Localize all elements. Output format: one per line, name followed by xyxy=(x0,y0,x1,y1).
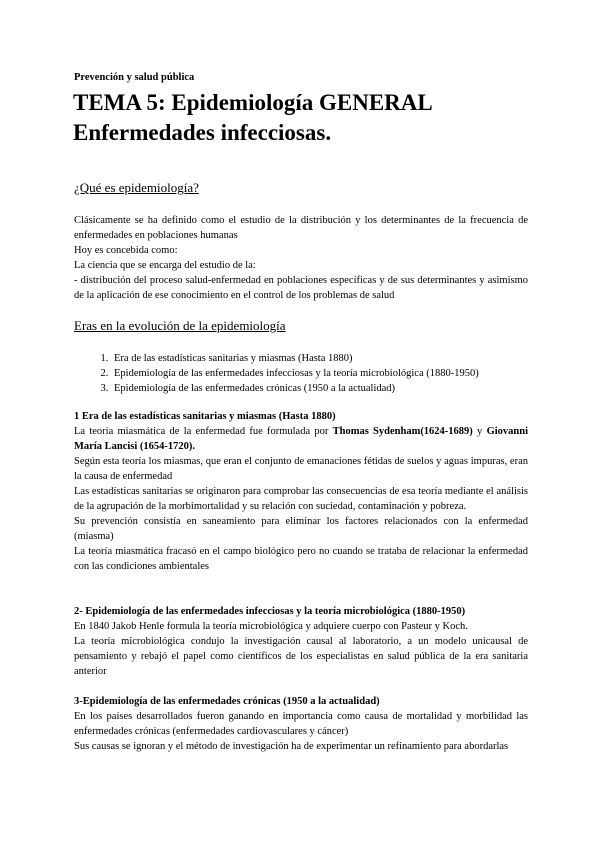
era1-paragraph-2: Según esta teoría los miasmas, que eran el conjunto de emanaciones fétidas de suelos y aguas impuras, eran la causa de enfermedad xyxy=(74,456,528,482)
heading-que-es: ¿Qué es epidemiología? xyxy=(74,180,199,195)
era2-block xyxy=(74,604,528,679)
ciencia-text: La ciencia que se encarga del estudio de la: xyxy=(74,260,256,271)
era2-paragraph-1: En 1840 Jakob Henle formula la teoría microbiológica y adquiere cuerpo con Pasteur y Koch. xyxy=(74,621,468,632)
author-sydenham: Thomas Sydenham(1624-1689) xyxy=(332,426,473,437)
list-item: 2. Epidemiología de las enfermedades infecciosas y la teoría microbiológica (1880-1950) xyxy=(111,366,479,381)
que-es-block xyxy=(74,213,528,303)
era1-paragraph-3: Las estadísticas sanitarias se originaron para comprobar las consecuencias de esa teoría mediante el análisis de la agrupación de la morbimortalidad y su relación con suciedad, contaminación y pobreza. xyxy=(74,486,528,512)
title-line-1: TEMA 5: Epidemiología GENERAL xyxy=(73,90,433,115)
heading-eras: Eras en la evolución de la epidemiología xyxy=(74,318,286,333)
list-item: 1. Era de las estadísticas sanitarias y miasmas (Hasta 1880) xyxy=(111,351,479,366)
era1-text: y xyxy=(472,426,487,437)
subject-header: Prevención y salud pública xyxy=(74,72,195,83)
era3-paragraph-2: Sus causas se ignoran y el método de investigación ha de experimentar un refinamiento para abordarlas xyxy=(74,741,509,752)
era1-block xyxy=(74,409,528,574)
era2-paragraph-2: La teoría microbiológica condujo la investigación causal al laboratorio, a un modelo unicausal de pensamiento y rebajó el papel como científicos de los especialistas en salud pública de la era sanitaria anterior xyxy=(74,636,528,677)
era1-paragraph-5: La teoría miasmática fracasó en el campo biológico pero no cuando se trataba de relacionar la enfermedad con las condiciones ambientales xyxy=(74,546,528,572)
era2-heading: 2- Epidemiología de las enfermedades infecciosas y la teoría microbiológica (1880-1950) xyxy=(74,606,466,617)
era3-heading: 3-Epidemiología de las enfermedades crónicas (1950 a la actualidad) xyxy=(74,696,380,707)
era3-block xyxy=(74,694,528,754)
list-item: 3. Epidemiología de las enfermedades crónicas (1950 a la actualidad) xyxy=(111,381,479,396)
distribution-bullet: - distribución del proceso salud-enfermedad en poblaciones específicas y de sus determinantes y asimismo de la aplicación de ese conocimiento en el control de los problemas de salud xyxy=(74,275,528,301)
eras-list xyxy=(74,351,479,396)
page-title xyxy=(73,88,433,148)
era1-text: La teoría miasmática de la enfermedad fue formulada por xyxy=(74,426,333,437)
era1-heading: 1 Era de las estadísticas sanitarias y miasmas (Hasta 1880) xyxy=(74,411,336,422)
title-line-2: Enfermedades infecciosas. xyxy=(73,120,332,145)
era3-paragraph-1: En los países desarrollados fueron ganando en importancia como causa de mortalidad y morbilidad las enfermedades crónicas (enfermedades cardiovasculares y cáncer) xyxy=(74,711,528,737)
hoy-text: Hoy es concebida como: xyxy=(74,245,178,256)
definition-text: Clásicamente se ha definido como el estudio de la distribución y los determinantes de la frecuencia de enfermedades en poblaciones humanas xyxy=(74,215,528,241)
author-lancisi: Giovanni María Lancisi (1654-1720). xyxy=(74,426,528,452)
era1-paragraph-4: Su prevención consistía en saneamiento para eliminar los factores relacionados con la enfermedad (miasma) xyxy=(74,516,528,542)
era1-paragraph-1 xyxy=(74,424,528,454)
